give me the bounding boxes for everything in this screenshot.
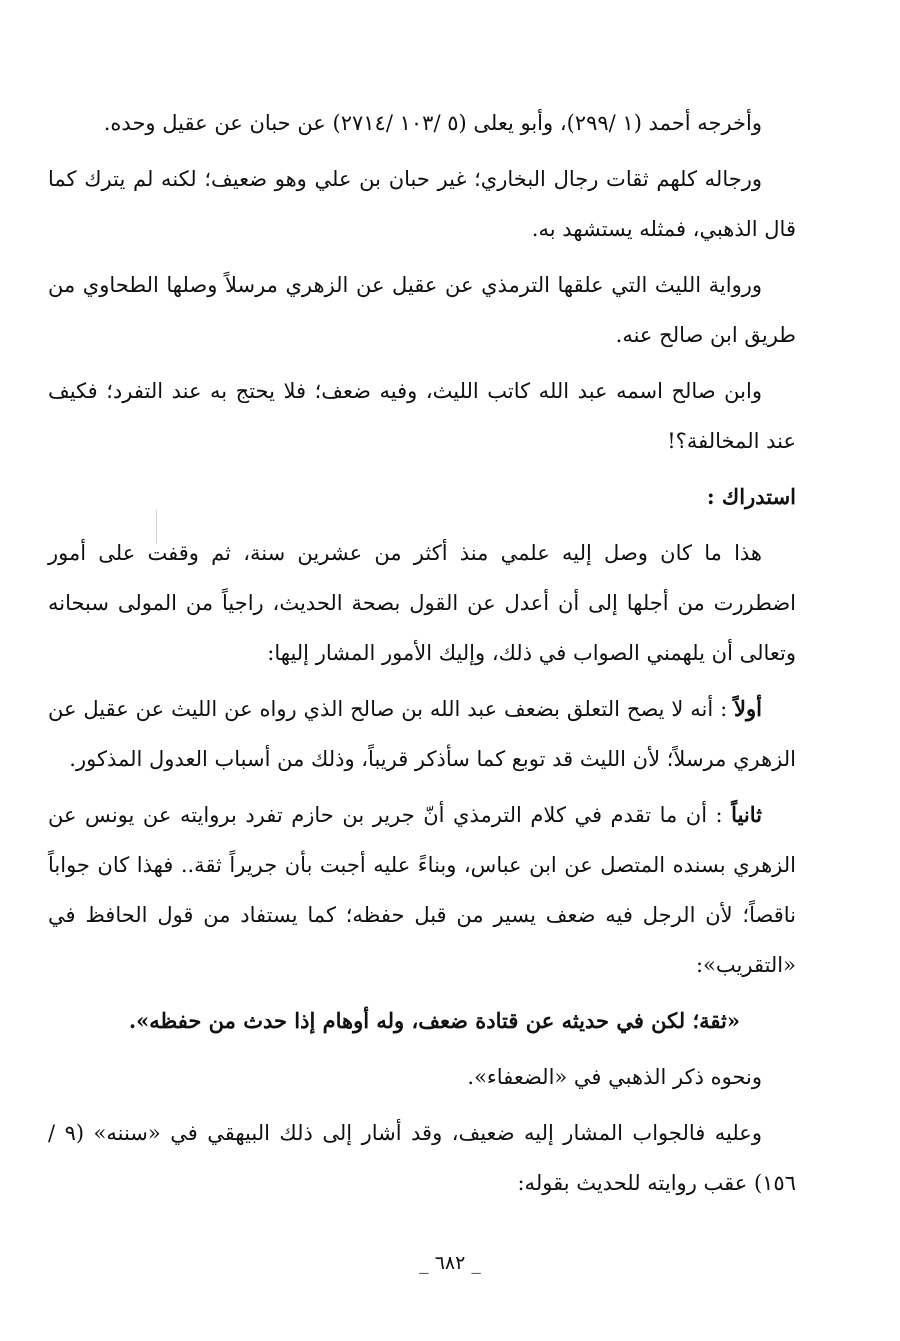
paragraph-first-point [48,684,796,784]
paragraph-dhahabi: ونحوه ذكر الذهبي في «الضعفاء». [467,1065,762,1089]
body-text [48,98,796,1214]
section-heading-istidrak: استدراك : [706,484,796,509]
paragraph-second-point [48,790,796,990]
quote-taqrib: «ثقة؛ لكن في حديثه عن قتادة ضعف، وله أوهام إذا حدث من حفظه». [128,1008,740,1033]
paragraph-bayhaqi: وعليه فالجواب المشار إليه ضعيف، وقد أشار إلى ذلك البيهقي في «سننه» (٩ / ١٥٦) عقب روايته للحديث بقوله: [48,1121,796,1195]
page-number: _ ٦٨٢ _ [419,1252,481,1274]
first-point-label: أولاً [734,696,762,721]
paragraph-layth-narration: ورواية الليث التي علقها الترمذي عن عقيل عن الزهري مرسلاً وصلها الطحاوي من طريق ابن صالح عنه. [48,273,796,347]
second-point-label: ثانياً [731,802,762,827]
paragraph-introduction: هذا ما كان وصل إليه علمي منذ أكثر من عشرين سنة، ثم وقفت على أمور اضطررت من أجلها إلى أن أعدل عن القول بصحة الحديث، راجياً من المولى سبحانه وتعالى أن يلهمني الصواب في ذلك، وإليك الأمور المشار إليها: [48,541,796,665]
second-point-text: : أن ما تقدم في كلام الترمذي أنّ جرير بن حازم تفرد بروايته عن يونس عن الزهري بسنده المتصل عن ابن عباس، وبناءً عليه أجبت بأن جريراً ثقة.. فهذا كان جواباً ناقصاً؛ لأن الرجل فيه ضعف يسير من قبل حفظه؛ كما يستفاد من قول الحافظ في «التقريب»: [48,803,796,977]
paragraph-ahmad-abu-yala: وأخرجه أحمد (١ /٢٩٩)، وأبو يعلى (٥ /١٠٣ /٢٧١٤) عن حبان عن عقيل وحده. [103,111,762,135]
first-point-text: : أنه لا يصح التعلق بضعف عبد الله بن صالح الذي رواه عن الليث عن عقيل عن الزهري مرسلاً؛ لأن الليث قد توبع كما سأذكر قريباً، وذلك من أسباب العدول المذكور. [48,697,796,771]
paragraph-ibn-salih: وابن صالح اسمه عبد الله كاتب الليث، وفيه ضعف؛ فلا يحتج به عند التفرد؛ فكيف عند المخالفة؟! [48,379,796,453]
paragraph-narrators: ورجاله كلهم ثقات رجال البخاري؛ غير حبان بن علي وهو ضعيف؛ لكنه لم يترك كما قال الذهبي، فمثله يستشهد به. [48,167,796,241]
